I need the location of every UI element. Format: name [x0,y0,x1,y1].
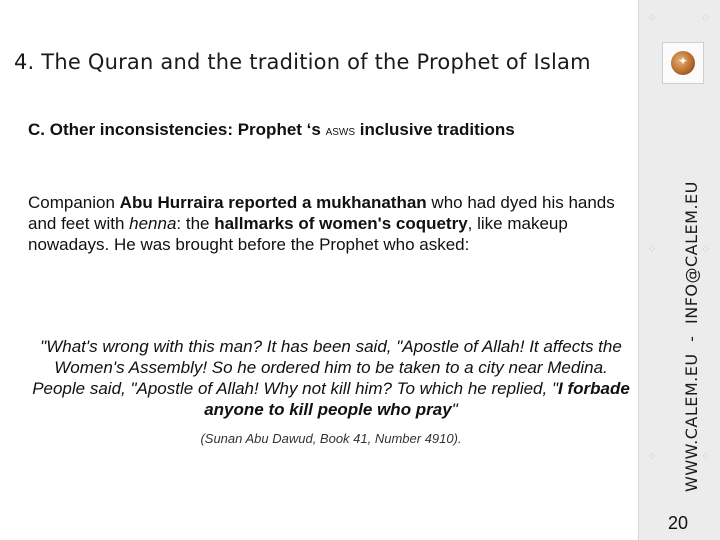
website-link[interactable]: WWW.CALEM.EU [682,353,701,492]
email-link[interactable]: INFO@CALEM.EU [682,181,701,324]
ornament-icon: ⁘ [647,13,657,25]
contact-vertical-text [682,181,701,492]
quote-emphasis: I forbade anyone to kill people who pray [204,379,630,419]
para-text: : the [176,214,215,233]
slide-title: 4. The Quran and the tradition of the Prophet of Islam [14,50,591,74]
section-subheading [28,120,515,140]
para-text: , like makeup nowadays. He was brought before the Prophet who asked: [28,214,568,254]
para-text: Companion [28,193,120,212]
subheading-suffix: inclusive traditions [359,120,515,139]
subheading-prefix: C. Other inconsistencies: Prophet ‘s [28,120,321,139]
hadith-quote [26,336,636,420]
para-bold: hallmarks of women's coquetry [214,214,468,233]
subheading-abbrev: ASWS [325,127,356,138]
contact-separator: - [682,335,701,342]
calem-logo-icon [662,42,704,84]
citation: (Sunan Abu Dawud, Book 41, Number 4910). [200,431,462,446]
body-paragraph [28,192,636,255]
logo-mark: ✦ [677,54,689,68]
ornament-icon: ⁘ [701,451,711,463]
quote-text: "What's wrong with this man? It has been said, "Apostle of Allah! It affects the Women's Assembly! So he ordered him to be taken to a city near Medina. People said, "Apostle of Allah! Why not kill him? To which he replied, " [32,337,622,398]
para-bold: Abu Hurraira reported a mukhanathan [119,193,427,212]
ornament-icon: ⁘ [647,244,657,256]
quote-text: " [451,400,458,419]
para-italic: henna [129,214,177,233]
ornament-icon: ⁘ [701,13,711,25]
ornament-icon: ⁘ [701,244,711,256]
para-text: who had dyed his hands and feet with [28,193,615,233]
ornament-icon: ⁘ [647,451,657,463]
page-number: 20 [667,513,689,533]
